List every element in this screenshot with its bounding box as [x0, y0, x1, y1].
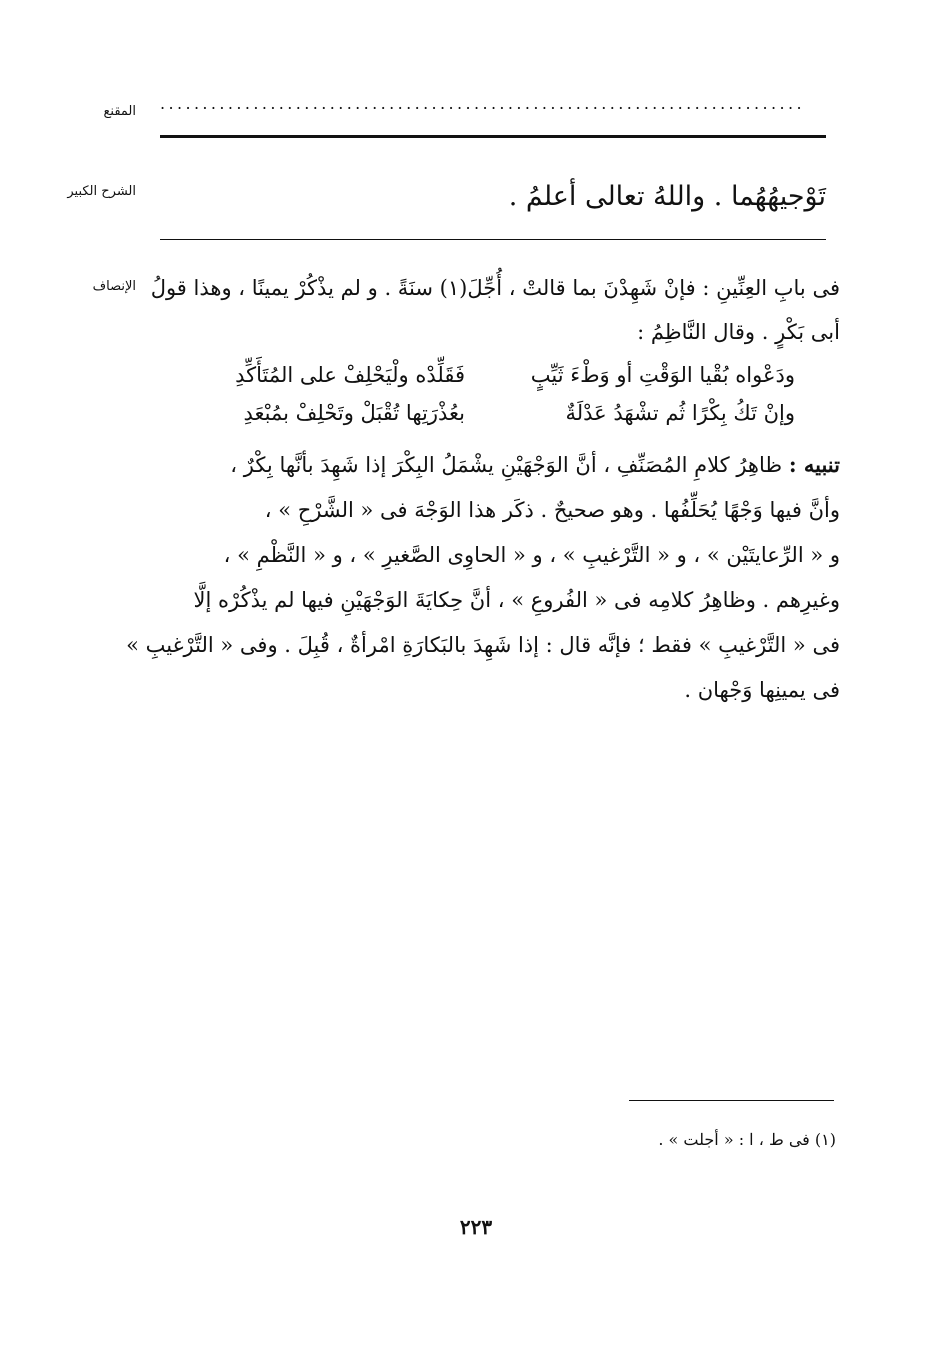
- footnote: (١) فى ط ، ا : « أجلت » .: [658, 1130, 836, 1149]
- page-number: ٢٢٣: [459, 1215, 493, 1239]
- tanbih-line-text: ظاهِرُ كلامِ المُصَنِّفِ ، أنَّ الوَجْهَيْنِ يشْمَلُ البِكْرَ إذا شَهِدَ بأنَّها بِكْرٌ ،: [230, 453, 783, 477]
- insaf-line: فى بابِ العِنِّينِ : فإنْ شَهِدْنَ بما قالتْ ، أُجِّلَ(١) سنَةً . و لم يذْكُرْ يمينًا ، وهذا قولُ: [150, 276, 840, 300]
- tanbih-block: [126, 442, 840, 713]
- insaf-line: أبى بَكْرٍ . وقال النَّاظِمُ :: [637, 320, 840, 344]
- tanbih-line: و « الرِّعايتَيْن » ، و « التَّرْغيبِ » ، و « الحاوِى الصَّغيرِ » ، و « النَّظْمِ » ،: [223, 543, 840, 567]
- sharh-text: تَوْجيهُهُما . واللهُ تعالى أعلمُ .: [508, 181, 826, 212]
- header-rule: [160, 135, 826, 138]
- poem-hemistich-right: وإنْ تَكُ بِكْرًا ثُم تشْهَدُ عَدْلَةٌ: [565, 401, 795, 425]
- footnote-rule: [629, 1100, 834, 1101]
- tanbih-line: فى « التَّرْغيبِ » فقط ؛ فإنَّه قال : إذا شَهِدَ بالبَكارَةِ امْرأةٌ ، قُبِلَ . وفى « التَّرْغيبِ »: [126, 633, 840, 657]
- insaf-label: الإنصاف: [92, 279, 136, 294]
- header-dots: ............................................................................: [160, 94, 805, 113]
- section-rule: [160, 239, 826, 240]
- sharh-label: الشرح الكبير: [67, 184, 136, 199]
- tanbih-line: فى يمينِها وَجْهان .: [684, 678, 840, 702]
- poem-verse: [160, 394, 840, 432]
- tanbih-line: وأنَّ فيها وَجْهًا يُحَلِّفُها . وهو صحيحٌ . ذكَر هذا الوَجْهَ فى « الشَّرْحِ » ،: [264, 498, 840, 522]
- poem-hemistich-left: فَقَلِّدْه ولْيَحْلِفْ على المُتَأَكِّدِ: [235, 363, 465, 387]
- poem: [160, 356, 840, 432]
- header-title: المقنع: [103, 104, 136, 119]
- tanbih-line: [160, 442, 840, 488]
- tanbih-label: تنبيه :: [788, 452, 840, 477]
- poem-verse: [160, 356, 840, 394]
- poem-hemistich-right: ودَعْواه بُقْيا الوَقْتِ أو وَطْءَ ثَيِّبٍ: [530, 363, 795, 387]
- tanbih-line: وغيرِهم . وظاهِرُ كلامِه فى « الفُروعِ » ، أنَّ حِكايَةَ الوَجْهَيْنِ فيها لم يذْكُرْه إلَّا: [193, 588, 840, 612]
- insaf-section: [126, 266, 840, 713]
- poem-hemistich-left: بعُذْرَتِها تُقْبَلْ وتَحْلِفْ بمُبْعَدِ: [243, 401, 465, 425]
